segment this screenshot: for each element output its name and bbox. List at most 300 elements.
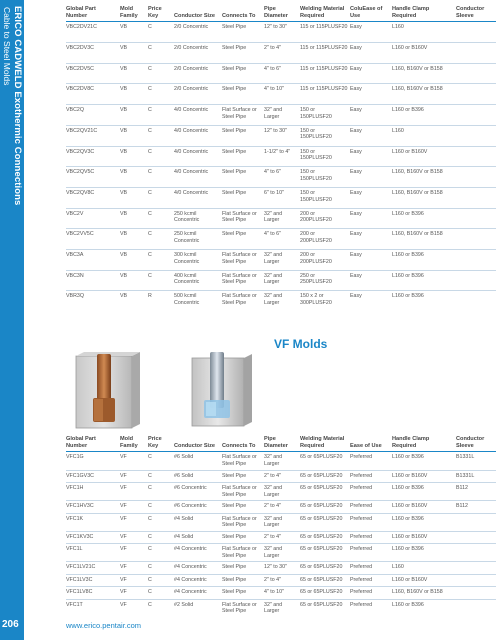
table-cell: L160 or B396 <box>392 452 456 470</box>
table-cell <box>456 574 496 586</box>
table-cell: 2/0 Concentric <box>174 84 222 105</box>
table-cell: #2 Solid <box>174 599 222 617</box>
table-cell: 32" and Larger <box>264 270 300 291</box>
table-cell: 2/0 Concentric <box>174 43 222 64</box>
table-cell: VFC1HV3C <box>66 501 120 513</box>
table-cell: #6 Solid <box>174 452 222 470</box>
table-cell: Easy <box>350 146 392 167</box>
column-header: Conductor Size <box>174 436 222 452</box>
table-cell: L160 or B396 <box>392 208 456 229</box>
table-cell: 250 kcmil Concentric <box>174 229 222 250</box>
table-cell: VB <box>120 22 148 43</box>
table-cell: 200 or 200PLUSF20 <box>300 229 350 250</box>
vf-molds-table <box>66 436 496 617</box>
table-cell: VF <box>120 470 148 482</box>
table-cell: L160 or B396 <box>392 513 456 531</box>
column-header: Welding Material Required <box>300 6 350 22</box>
table-cell: C <box>148 599 174 617</box>
table-row <box>66 544 496 562</box>
column-header: Pipe Diameter <box>264 6 300 22</box>
table-cell: 32" and Larger <box>264 599 300 617</box>
table-cell: 150 or 150PLUSF20 <box>300 167 350 188</box>
table-cell: VB <box>120 249 148 270</box>
table-cell: Flat Surface or Steel Pipe <box>222 599 264 617</box>
table-cell: 12" to 30" <box>264 125 300 146</box>
table-cell <box>456 208 496 229</box>
table-cell: #4 Concentric <box>174 587 222 599</box>
sidebar <box>0 0 24 640</box>
table-cell: L160 <box>392 125 456 146</box>
table-row <box>66 562 496 574</box>
table-cell: C <box>148 125 174 146</box>
table-cell: #4 Solid <box>174 513 222 531</box>
table-cell: Preferred <box>350 513 392 531</box>
column-header: Conductor Size <box>174 6 222 22</box>
table-cell <box>456 531 496 543</box>
table-cell: Steel Pipe <box>222 187 264 208</box>
table-cell: 32" and Larger <box>264 483 300 501</box>
table-cell: L160 or B160V <box>392 501 456 513</box>
table-cell: Flat Surface or Steel Pipe <box>222 249 264 270</box>
table-cell: Steel Pipe <box>222 470 264 482</box>
table-cell: VB <box>120 291 148 312</box>
table-cell: VB <box>120 270 148 291</box>
table-cell: C <box>148 84 174 105</box>
table-cell: Easy <box>350 22 392 43</box>
table-cell: 300 kcmil Concentric <box>174 249 222 270</box>
table-cell: C <box>148 22 174 43</box>
table-cell: C <box>148 167 174 188</box>
table-cell: 4" to 6" <box>264 167 300 188</box>
column-header: Handle Clamp Required <box>392 436 456 452</box>
table-cell: 4" to 10" <box>264 587 300 599</box>
table-cell <box>456 105 496 126</box>
table-cell: L160 or B160V <box>392 146 456 167</box>
table-cell: VB <box>120 187 148 208</box>
sidebar-subtitle: Cable to Steel Molds <box>2 7 12 86</box>
table-cell: Preferred <box>350 501 392 513</box>
table-cell: #4 Concentric <box>174 544 222 562</box>
table-cell: 32" and Larger <box>264 452 300 470</box>
table-cell: #6 Concentric <box>174 483 222 501</box>
table-cell: C <box>148 208 174 229</box>
table-cell: VF <box>120 599 148 617</box>
column-header: Mold Family <box>120 436 148 452</box>
table-header-row <box>66 436 496 452</box>
page-number: 206 <box>2 619 19 630</box>
table-cell: VB <box>120 146 148 167</box>
table-cell: 65 or 65PLUSF20 <box>300 599 350 617</box>
table-cell: 32" and Larger <box>264 544 300 562</box>
table-cell: Easy <box>350 270 392 291</box>
table-cell: C <box>148 452 174 470</box>
table-row <box>66 249 496 270</box>
table-cell: 4/0 Concentric <box>174 167 222 188</box>
table-cell: VBC2Q <box>66 105 120 126</box>
table-cell: L160, B160V or B158 <box>392 587 456 599</box>
table-cell: 32" and Larger <box>264 105 300 126</box>
table-cell: VFC1GV3C <box>66 470 120 482</box>
table-cell: 200 or 200PLUSF20 <box>300 208 350 229</box>
column-header: Conductor Sleeve <box>456 6 496 22</box>
table-cell: VF <box>120 483 148 501</box>
table-cell: VBC2DV8C <box>66 84 120 105</box>
table-cell <box>456 146 496 167</box>
table-cell <box>456 63 496 84</box>
table-cell: VB <box>120 105 148 126</box>
table-cell: Easy <box>350 249 392 270</box>
table-cell: VF <box>120 501 148 513</box>
table-cell: VBC2QV8C <box>66 187 120 208</box>
table-cell <box>456 229 496 250</box>
table-header-row <box>66 6 496 22</box>
table-cell <box>456 22 496 43</box>
column-header: Pipe Diameter <box>264 436 300 452</box>
table-cell: VBC2DV3C <box>66 43 120 64</box>
table-cell: C <box>148 483 174 501</box>
table-cell: Flat Surface or Steel Pipe <box>222 291 264 312</box>
table-cell: Preferred <box>350 574 392 586</box>
table-cell: Easy <box>350 84 392 105</box>
table-cell: Preferred <box>350 587 392 599</box>
table-cell: Steel Pipe <box>222 501 264 513</box>
table-cell: C <box>148 574 174 586</box>
table-cell: 150 or 150PLUSF20 <box>300 125 350 146</box>
table-cell: Preferred <box>350 562 392 574</box>
table-cell: C <box>148 249 174 270</box>
table-cell: VFC1KV3C <box>66 531 120 543</box>
table-cell: VFC1G <box>66 452 120 470</box>
table-row <box>66 501 496 513</box>
table-cell: Preferred <box>350 483 392 501</box>
table-cell: VFC1H <box>66 483 120 501</box>
table-cell: 6" to 10" <box>264 187 300 208</box>
table-cell: L160 <box>392 562 456 574</box>
table-cell: C <box>148 587 174 599</box>
table-cell: Steel Pipe <box>222 229 264 250</box>
table-cell: 150 or 150PLUSF20 <box>300 105 350 126</box>
column-header: Handle Clamp Required <box>392 6 456 22</box>
table-cell: VBC2VV5C <box>66 229 120 250</box>
table-cell: Flat Surface or Steel Pipe <box>222 513 264 531</box>
table-cell: 4/0 Concentric <box>174 146 222 167</box>
column-header: Global Part Number <box>66 6 120 22</box>
table-cell: VFC1LV8C <box>66 587 120 599</box>
table-cell: #4 Solid <box>174 531 222 543</box>
table-cell: 65 or 65PLUSF20 <box>300 452 350 470</box>
table-cell: 115 or 115PLUSF20 <box>300 22 350 43</box>
table-cell: VFC1LV3C <box>66 574 120 586</box>
table-cell: VF <box>120 562 148 574</box>
table-cell: Easy <box>350 291 392 312</box>
table-cell: L160 or B160V <box>392 43 456 64</box>
table-cell: 65 or 65PLUSF20 <box>300 501 350 513</box>
table-cell: VB <box>120 63 148 84</box>
table-cell: L160 or B160V <box>392 574 456 586</box>
table-row <box>66 167 496 188</box>
table-cell: VBC2QV21C <box>66 125 120 146</box>
mold-photo-flat-surface <box>70 350 150 432</box>
table-cell: #4 Concentric <box>174 574 222 586</box>
table-cell: Steel Pipe <box>222 84 264 105</box>
table-cell: 2/0 Concentric <box>174 63 222 84</box>
table-cell: Flat Surface or Steel Pipe <box>222 270 264 291</box>
table-cell: L160 or B396 <box>392 270 456 291</box>
table-cell: C <box>148 531 174 543</box>
table-row <box>66 599 496 617</box>
table-cell <box>456 249 496 270</box>
table-cell: VBC2DV5C <box>66 63 120 84</box>
table-row <box>66 146 496 167</box>
table-row <box>66 105 496 126</box>
table-row <box>66 291 496 312</box>
table-cell: VB <box>120 167 148 188</box>
table-cell: Steel Pipe <box>222 43 264 64</box>
table-cell: Steel Pipe <box>222 125 264 146</box>
table-cell: 12" to 30" <box>264 22 300 43</box>
column-header: Global Part Number <box>66 436 120 452</box>
table-cell: VBC2V <box>66 208 120 229</box>
table-cell: C <box>148 187 174 208</box>
table-cell: VB <box>120 125 148 146</box>
table-cell <box>456 544 496 562</box>
table-cell: Steel Pipe <box>222 167 264 188</box>
table-cell: 2/0 Concentric <box>174 22 222 43</box>
table-row <box>66 270 496 291</box>
table-cell: C <box>148 105 174 126</box>
table-cell <box>456 587 496 599</box>
vb-molds-table <box>66 6 496 312</box>
table-cell: L160 or B396 <box>392 544 456 562</box>
table-cell: L160 or B396 <box>392 249 456 270</box>
table-cell: 2" to 4" <box>264 470 300 482</box>
table-cell: Steel Pipe <box>222 146 264 167</box>
table-cell: 65 or 65PLUSF20 <box>300 587 350 599</box>
table-row <box>66 452 496 470</box>
table-cell: VB <box>120 43 148 64</box>
table-cell: Steel Pipe <box>222 22 264 43</box>
table-cell: 65 or 65PLUSF20 <box>300 531 350 543</box>
table-cell: B112 <box>456 501 496 513</box>
table-cell: C <box>148 229 174 250</box>
table-cell <box>456 84 496 105</box>
table-cell: VF <box>120 531 148 543</box>
table-cell: 12" to 30" <box>264 562 300 574</box>
table-row <box>66 574 496 586</box>
table-cell: Easy <box>350 167 392 188</box>
table-cell: 65 or 65PLUSF20 <box>300 544 350 562</box>
table-cell: VBC2QV3C <box>66 146 120 167</box>
table-cell: Steel Pipe <box>222 562 264 574</box>
table-body <box>66 22 496 312</box>
table-cell: Flat Surface or Steel Pipe <box>222 105 264 126</box>
table-row <box>66 229 496 250</box>
table-cell: Steel Pipe <box>222 574 264 586</box>
table-cell: VB <box>120 84 148 105</box>
table-cell: B1331L <box>456 452 496 470</box>
table-cell <box>456 167 496 188</box>
table-cell: VFC1T <box>66 599 120 617</box>
table-cell: VFC1L <box>66 544 120 562</box>
table-cell: 2" to 4" <box>264 574 300 586</box>
table-cell: L160, B160V or B158 <box>392 187 456 208</box>
table-row <box>66 125 496 146</box>
table-cell: VB <box>120 229 148 250</box>
table-cell: Steel Pipe <box>222 63 264 84</box>
table-cell: C <box>148 146 174 167</box>
table-cell: L160, B160V or B158 <box>392 229 456 250</box>
table-cell: VBC3A <box>66 249 120 270</box>
table-cell: Flat Surface or Steel Pipe <box>222 452 264 470</box>
table-body <box>66 452 496 617</box>
table-cell: C <box>148 43 174 64</box>
table-cell: 65 or 65PLUSF20 <box>300 483 350 501</box>
table-cell: B112 <box>456 483 496 501</box>
table-cell: VBC2QV5C <box>66 167 120 188</box>
table-cell: L160 or B396 <box>392 599 456 617</box>
table-cell: C <box>148 513 174 531</box>
table-cell: L160 or B396 <box>392 291 456 312</box>
table-cell: #6 Solid <box>174 470 222 482</box>
column-header: Conductor Sleeve <box>456 436 496 452</box>
column-header: Ease of Use <box>350 436 392 452</box>
table-cell: L160 or B396 <box>392 483 456 501</box>
table-cell: 250 or 250PLUSF20 <box>300 270 350 291</box>
table-row <box>66 84 496 105</box>
table-cell: L160 <box>392 22 456 43</box>
table-cell: 500 kcmil Concentric <box>174 291 222 312</box>
table-cell: Steel Pipe <box>222 587 264 599</box>
table-cell: 2" to 4" <box>264 43 300 64</box>
table-cell: Preferred <box>350 531 392 543</box>
table-cell: Flat Surface or Steel Pipe <box>222 483 264 501</box>
table-cell: #4 Concentric <box>174 562 222 574</box>
table-cell: Easy <box>350 125 392 146</box>
table-cell: C <box>148 544 174 562</box>
table-cell: Flat Surface or Steel Pipe <box>222 544 264 562</box>
table-cell: Preferred <box>350 544 392 562</box>
table-cell <box>456 43 496 64</box>
column-header: Welding Material Required <box>300 436 350 452</box>
table-cell: VBC2DV21C <box>66 22 120 43</box>
table-cell: #6 Concentric <box>174 501 222 513</box>
table-cell: 4/0 Concentric <box>174 187 222 208</box>
table-cell: 65 or 65PLUSF20 <box>300 513 350 531</box>
table-cell: 4" to 10" <box>264 84 300 105</box>
table-cell: Easy <box>350 208 392 229</box>
table-cell: C <box>148 63 174 84</box>
table-cell: 4" to 6" <box>264 229 300 250</box>
table-cell: VF <box>120 544 148 562</box>
table-cell: C <box>148 562 174 574</box>
table-row <box>66 43 496 64</box>
table-cell: 115 or 115PLUSF20 <box>300 43 350 64</box>
table-cell: B1331L <box>456 470 496 482</box>
table-cell: VFC1LV21C <box>66 562 120 574</box>
table-row <box>66 208 496 229</box>
sidebar-title-block <box>1 6 23 306</box>
table-cell: 65 or 65PLUSF20 <box>300 574 350 586</box>
column-header: Mold Family <box>120 6 148 22</box>
column-header: Price Key <box>148 6 174 22</box>
table-cell <box>456 270 496 291</box>
table-cell: Easy <box>350 43 392 64</box>
table-cell: Preferred <box>350 452 392 470</box>
table-row <box>66 531 496 543</box>
table-cell: VB <box>120 208 148 229</box>
table-row <box>66 187 496 208</box>
table-cell: Easy <box>350 229 392 250</box>
table-cell: 150 x 2 or 300PLUSF20 <box>300 291 350 312</box>
table-cell: Easy <box>350 105 392 126</box>
table-cell: 32" and Larger <box>264 291 300 312</box>
table-cell: Flat Surface or Steel Pipe <box>222 208 264 229</box>
table-cell: Easy <box>350 187 392 208</box>
table-cell: 400 kcmil Concentric <box>174 270 222 291</box>
table-cell: 150 or 150PLUSF20 <box>300 146 350 167</box>
table-cell: C <box>148 270 174 291</box>
table-row <box>66 587 496 599</box>
table-cell: 65 or 65PLUSF20 <box>300 470 350 482</box>
table-cell: 65 or 65PLUSF20 <box>300 562 350 574</box>
table-cell: 2" to 4" <box>264 501 300 513</box>
footer-url: www.erico.pentair.com <box>66 621 142 630</box>
table-cell: 32" and Larger <box>264 513 300 531</box>
table-cell: 200 or 200PLUSF20 <box>300 249 350 270</box>
table-cell: 115 or 115PLUSF20 <box>300 84 350 105</box>
table-cell: 150 or 150PLUSF20 <box>300 187 350 208</box>
table-cell: VF <box>120 452 148 470</box>
table-cell <box>456 291 496 312</box>
table-cell: Preferred <box>350 599 392 617</box>
table-row <box>66 470 496 482</box>
table-cell: L160, B160V or B158 <box>392 84 456 105</box>
table-cell: 32" and Larger <box>264 249 300 270</box>
table-cell: L160, B160V or B158 <box>392 63 456 84</box>
table-cell: VBC3N <box>66 270 120 291</box>
section-title-vf-molds: VF Molds <box>274 337 328 351</box>
table-cell: Easy <box>350 63 392 84</box>
table-cell <box>456 599 496 617</box>
column-header: Connects To <box>222 6 264 22</box>
table-cell: 115 or 115PLUSF20 <box>300 63 350 84</box>
table-cell: 4" to 6" <box>264 63 300 84</box>
table-cell: L160, B160V or B158 <box>392 167 456 188</box>
table-cell: 2" to 4" <box>264 531 300 543</box>
table-cell: 32" and Larger <box>264 208 300 229</box>
table-cell: R <box>148 291 174 312</box>
table-cell: 4/0 Concentric <box>174 125 222 146</box>
table-cell: 4/0 Concentric <box>174 105 222 126</box>
table-cell: VF <box>120 574 148 586</box>
column-header: Price Key <box>148 436 174 452</box>
table-cell: 250 kcmil Concentric <box>174 208 222 229</box>
table-cell: VFC1K <box>66 513 120 531</box>
table-row <box>66 22 496 43</box>
table-cell: VF <box>120 513 148 531</box>
table-row <box>66 63 496 84</box>
column-header: CoIuEase of Use <box>350 6 392 22</box>
table-cell: L160 or B160V <box>392 470 456 482</box>
mold-photo-steel-pipe <box>186 350 258 432</box>
table-cell: 1-1/2" to 4" <box>264 146 300 167</box>
column-header: Connects To <box>222 436 264 452</box>
table-cell: L160 or B160V <box>392 531 456 543</box>
table-cell: C <box>148 470 174 482</box>
table-cell: VBR3Q <box>66 291 120 312</box>
table-cell: Preferred <box>350 470 392 482</box>
table-cell <box>456 125 496 146</box>
